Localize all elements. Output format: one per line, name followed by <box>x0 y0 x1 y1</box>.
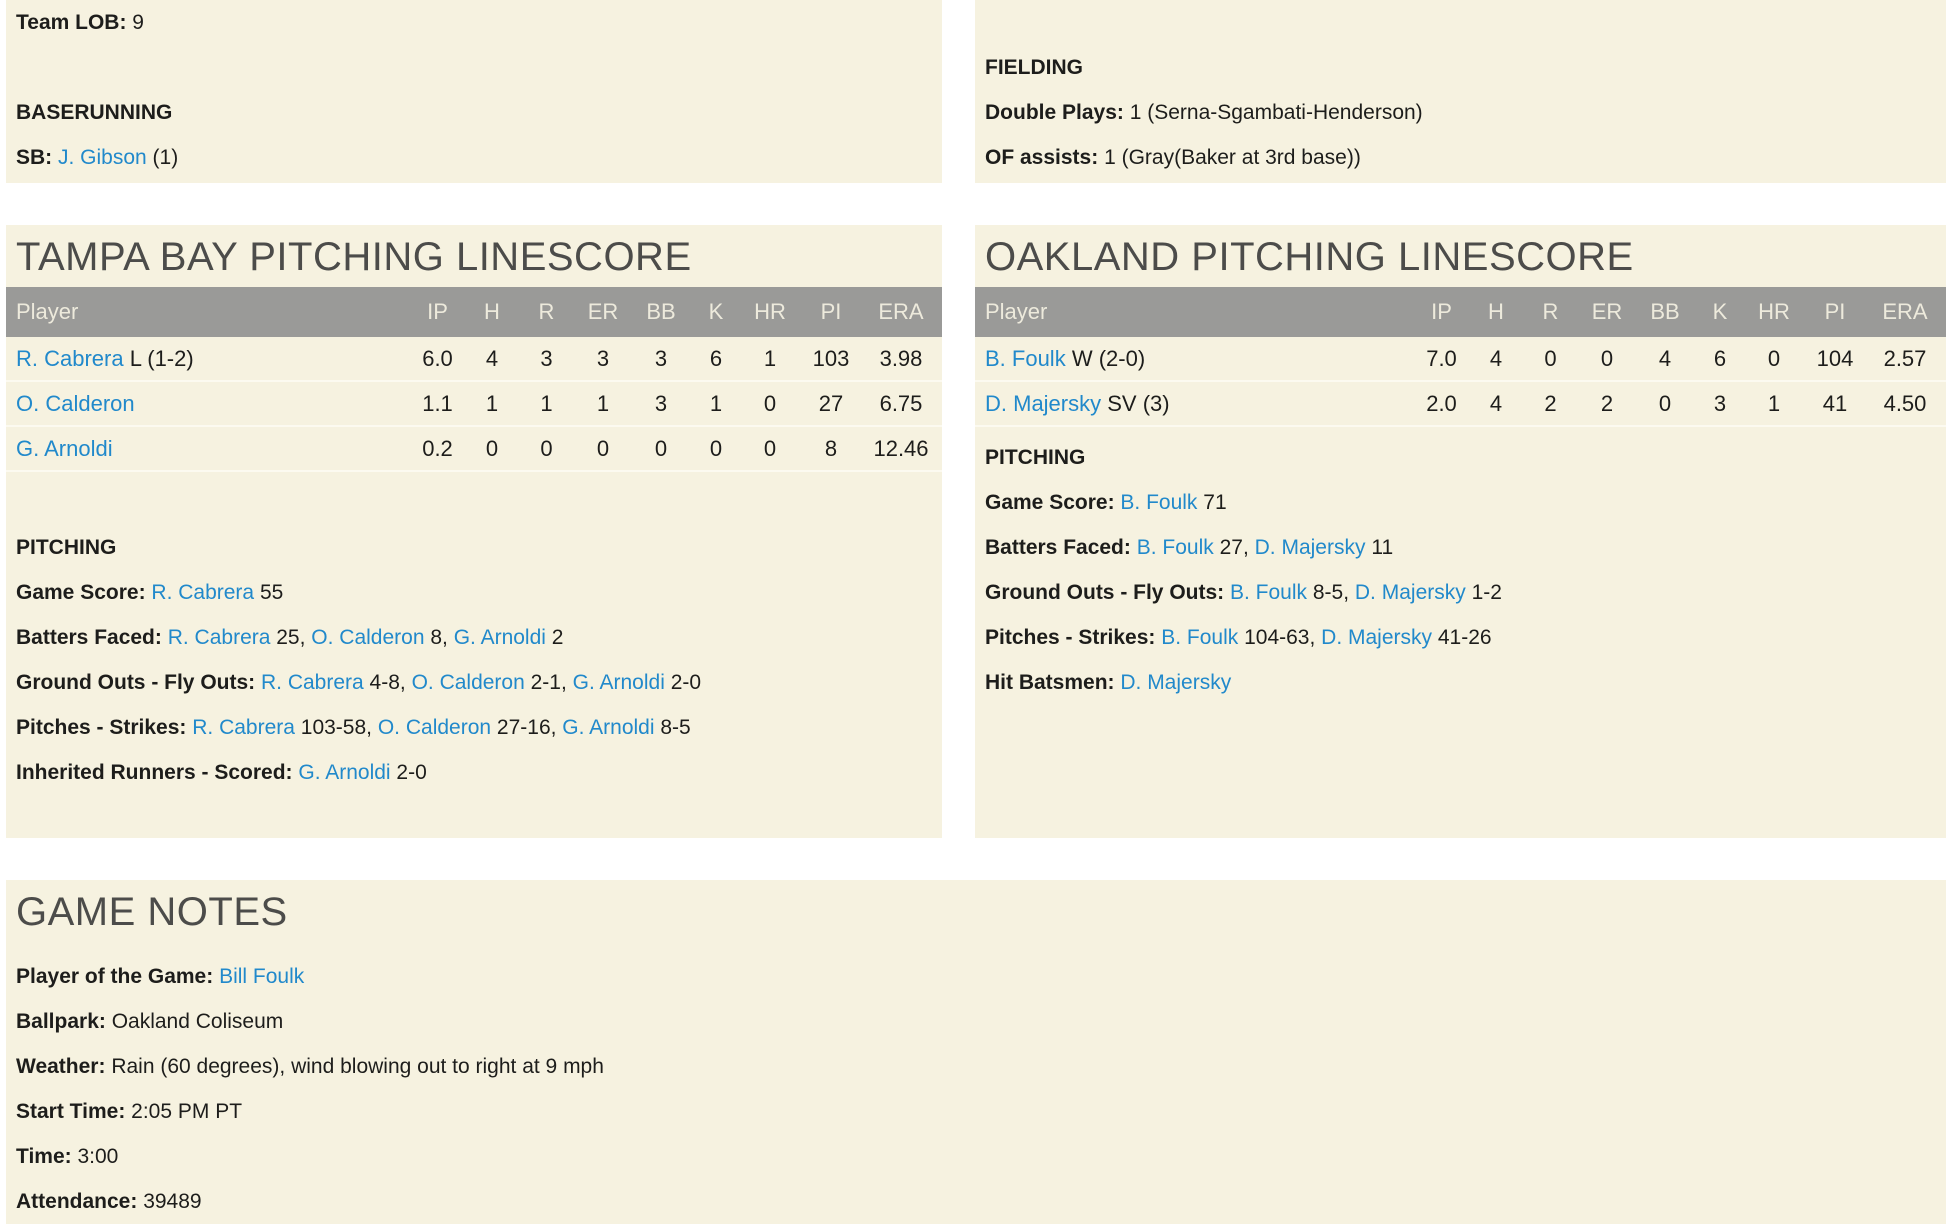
column-header-player: Player <box>985 299 1048 324</box>
player-link[interactable]: O. Calderon <box>377 716 492 739</box>
player-link[interactable]: Bill Foulk <box>219 965 305 988</box>
player-link[interactable]: B. Foulk <box>1120 491 1198 514</box>
player-of-the-game-line <box>6 954 1946 999</box>
stat-value: 9 <box>132 11 144 34</box>
stat-value: 71 <box>1197 491 1227 514</box>
stat-cell-er: 0 <box>1600 345 1614 371</box>
stat-cell-h: 1 <box>485 390 499 416</box>
player-link[interactable]: B. Foulk <box>1230 581 1308 604</box>
stat-label: BASERUNNING <box>16 101 173 124</box>
stat-cell-hr: 1 <box>763 345 777 371</box>
tampa-bay-pitching-panel <box>6 225 942 838</box>
fielding-header <box>975 45 1946 90</box>
stat-value: 2-1, <box>524 671 573 694</box>
stat-cell-h: 4 <box>485 345 499 371</box>
stat-cell-hr: 0 <box>763 435 777 461</box>
player-link[interactable]: G. Arnoldi <box>298 761 391 784</box>
stat-value: 2 <box>545 626 564 649</box>
player-link[interactable]: R. Cabrera <box>151 581 255 604</box>
table-row <box>975 337 1946 382</box>
stat-cell-h: 4 <box>1489 390 1503 416</box>
table-row <box>975 382 1946 427</box>
stat-value: 3:00 <box>77 1145 119 1168</box>
player-decoration: L (1-2) <box>123 345 194 371</box>
stat-cell-r: 1 <box>540 390 553 416</box>
player-cell <box>6 436 410 462</box>
stat-value: 8, <box>424 626 454 649</box>
tampa-bay-pitching-linescore-table <box>6 287 942 472</box>
stat-label: Game Score: <box>985 491 1121 514</box>
stat-label: Ground Outs - Fly Outs: <box>16 671 261 694</box>
stat-cell-k: 6 <box>1713 345 1727 371</box>
stat-value: 1 (Gray(Baker at 3rd base)) <box>1104 146 1361 169</box>
player-link[interactable]: O. Calderon <box>311 626 425 649</box>
stat-cell-pi: 8 <box>824 435 838 461</box>
player-link[interactable]: G. Arnoldi <box>562 716 655 739</box>
stat-value: 27, <box>1213 536 1255 559</box>
stat-value: 1-2 <box>1465 581 1502 604</box>
stat-cell-ip: 2.0 <box>1426 390 1457 416</box>
player-link[interactable]: B. Foulk <box>1136 536 1214 559</box>
player-decoration: W (2-0) <box>1065 345 1146 371</box>
stat-cell-era: 6.75 <box>879 390 923 416</box>
game-score-line <box>6 570 942 615</box>
column-header-ip: IP <box>1431 299 1452 324</box>
stat-value: 2:05 PM PT <box>131 1100 243 1123</box>
stat-label: Team LOB: <box>16 11 133 34</box>
stat-cell-er: 3 <box>596 345 610 371</box>
ballpark-line <box>6 999 1946 1044</box>
stat-cell-era: 3.98 <box>879 345 923 371</box>
table-header-row <box>975 287 1946 337</box>
table-header-row <box>6 287 942 337</box>
stat-label: Time: <box>16 1145 78 1168</box>
weather-line <box>6 1044 1946 1089</box>
stat-value: 39489 <box>143 1190 202 1213</box>
pitches-strikes-line <box>975 615 1946 660</box>
stat-label: Ground Outs - Fly Outs: <box>985 581 1230 604</box>
stat-label: Start Time: <box>16 1100 132 1123</box>
stat-value: 8-5, <box>1307 581 1355 604</box>
column-header-er: ER <box>1591 299 1623 324</box>
stat-label: Pitches - Strikes: <box>16 716 193 739</box>
player-link[interactable]: O. Calderon <box>411 671 525 694</box>
player-link[interactable]: G. Arnoldi <box>16 435 113 461</box>
stat-cell-pi: 103 <box>812 345 850 371</box>
stat-cell-era: 4.50 <box>1883 390 1927 416</box>
team-lob-line <box>6 0 942 45</box>
stat-value: 55 <box>254 581 284 604</box>
column-header-hr: HR <box>1758 299 1790 324</box>
stat-cell-hr: 1 <box>1767 390 1781 416</box>
stat-label: Pitches - Strikes: <box>985 626 1162 649</box>
column-header-bb: BB <box>1650 299 1680 324</box>
stat-cell-k: 3 <box>1713 390 1727 416</box>
stat-label: Weather: <box>16 1055 112 1078</box>
stat-cell-k: 1 <box>709 390 723 416</box>
player-link[interactable]: B. Foulk <box>985 345 1066 371</box>
stat-cell-er: 1 <box>596 390 610 416</box>
stat-cell-r: 0 <box>1544 345 1557 371</box>
stat-cell-ip: 6.0 <box>422 345 453 371</box>
batters-faced-line <box>6 615 942 660</box>
player-cell <box>975 346 1414 372</box>
player-link[interactable]: D. Majersky <box>985 390 1102 416</box>
stat-cell-hr: 0 <box>763 390 777 416</box>
stat-cell-h: 0 <box>485 435 499 461</box>
stat-value: (1) <box>146 146 179 169</box>
player-link[interactable]: J. Gibson <box>58 146 147 169</box>
stat-cell-pi: 41 <box>1822 390 1848 416</box>
pitches-strikes-line <box>6 705 942 750</box>
stat-label: Hit Batsmen: <box>985 671 1121 694</box>
table-row <box>6 382 942 427</box>
stat-cell-pi: 104 <box>1816 345 1854 371</box>
stat-value: 2-0 <box>390 761 427 784</box>
player-link[interactable]: B. Foulk <box>1161 626 1239 649</box>
column-header-hr: HR <box>754 299 786 324</box>
stat-value: 1 (Serna-Sgambati-Henderson) <box>1129 101 1423 124</box>
pitching-header-label: PITCHING <box>985 446 1086 469</box>
stat-value: 4-8, <box>363 671 412 694</box>
stat-cell-ip: 7.0 <box>1426 345 1457 371</box>
oakland-linescore-title: OAKLAND PITCHING LINESCORE <box>985 235 1634 279</box>
stat-label: Inherited Runners - Scored: <box>16 761 299 784</box>
stat-label: Double Plays: <box>985 101 1130 124</box>
column-header-h: H <box>484 299 500 324</box>
oakland-pitching-panel <box>975 225 1946 838</box>
column-header-player: Player <box>16 299 79 324</box>
stat-cell-era: 2.57 <box>1883 345 1927 371</box>
column-header-ip: IP <box>427 299 448 324</box>
ground-fly-outs-line <box>975 570 1946 615</box>
player-link[interactable]: R. Cabrera <box>261 671 364 694</box>
player-link[interactable]: O. Calderon <box>16 390 135 416</box>
stat-cell-pi: 27 <box>818 390 844 416</box>
stat-cell-k: 0 <box>709 435 723 461</box>
stat-label: Player of the Game: <box>16 965 220 988</box>
fielding-panel <box>975 0 1946 183</box>
ground-fly-outs-line <box>6 660 942 705</box>
game-time-line <box>6 1134 1946 1179</box>
stat-cell-r: 3 <box>540 345 553 371</box>
spacer-line <box>975 0 1946 45</box>
player-link[interactable]: G. Arnoldi <box>453 626 546 649</box>
player-link[interactable]: R. Cabrera <box>192 716 295 739</box>
double-plays-line <box>975 90 1946 135</box>
stat-cell-k: 6 <box>709 345 723 371</box>
pitching-stats-header <box>6 525 942 570</box>
stat-cell-bb: 0 <box>1658 390 1672 416</box>
stat-value: 8-5 <box>654 716 691 739</box>
stolen-bases-line <box>6 135 942 180</box>
batters-faced-line <box>975 525 1946 570</box>
of-assists-line <box>975 135 1946 180</box>
stat-value: 2-0 <box>664 671 702 694</box>
stat-cell-bb: 4 <box>1658 345 1672 371</box>
column-header-r: R <box>538 299 555 324</box>
player-link[interactable]: R. Cabrera <box>167 626 271 649</box>
player-link[interactable]: D. Majersky <box>1321 626 1433 649</box>
column-header-k: K <box>1712 299 1728 324</box>
stat-value: Rain (60 degrees), wind blowing out to right at 9 mph <box>111 1055 604 1078</box>
stat-cell-ip: 0.2 <box>422 435 453 461</box>
player-cell <box>6 391 410 417</box>
baserunning-panel <box>6 0 942 183</box>
player-link[interactable]: G. Arnoldi <box>572 671 665 694</box>
stat-cell-bb: 3 <box>654 345 668 371</box>
player-cell <box>975 391 1414 417</box>
table-row <box>6 427 942 472</box>
oakland-pitching-linescore-table <box>975 287 1946 427</box>
stat-label: OF assists: <box>985 146 1105 169</box>
stat-value: 41-26 <box>1432 626 1492 649</box>
column-header-h: H <box>1488 299 1504 324</box>
stat-cell-ip: 1.1 <box>422 390 453 416</box>
stat-label: SB: <box>16 146 58 169</box>
stat-cell-r: 2 <box>1544 390 1557 416</box>
column-header-pi: PI <box>1824 299 1846 324</box>
start-time-line <box>6 1089 1946 1134</box>
stat-value: 27-16, <box>491 716 563 739</box>
column-header-pi: PI <box>820 299 842 324</box>
stat-cell-r: 0 <box>540 435 553 461</box>
stat-cell-er: 2 <box>1600 390 1614 416</box>
player-link[interactable]: D. Majersky <box>1120 671 1232 694</box>
stat-label: FIELDING <box>985 56 1083 79</box>
stat-cell-h: 4 <box>1489 345 1503 371</box>
stat-value: Oakland Coliseum <box>111 1010 284 1033</box>
stat-label: Attendance: <box>16 1190 144 1213</box>
stat-cell-er: 0 <box>596 435 610 461</box>
pitching-header-label: PITCHING <box>16 536 117 559</box>
game-score-line <box>975 480 1946 525</box>
hit-batsmen-line <box>975 660 1946 705</box>
stat-label: Ballpark: <box>16 1010 112 1033</box>
stat-cell-bb: 0 <box>654 435 668 461</box>
player-link[interactable]: D. Majersky <box>1354 581 1466 604</box>
stat-value: 104-63, <box>1238 626 1322 649</box>
stat-label: Batters Faced: <box>985 536 1137 559</box>
spacer-line <box>6 45 942 90</box>
game-notes-panel <box>6 880 1946 1224</box>
inherited-runners-line <box>6 750 942 795</box>
stat-value: 25, <box>270 626 312 649</box>
baserunning-header <box>6 90 942 135</box>
pitching-stats-header <box>975 435 1946 480</box>
stat-label: Batters Faced: <box>16 626 168 649</box>
column-header-era: ERA <box>878 299 924 324</box>
stat-cell-bb: 3 <box>654 390 668 416</box>
column-header-bb: BB <box>646 299 676 324</box>
stat-value: 11 <box>1365 536 1394 559</box>
game-notes-title: GAME NOTES <box>16 890 288 934</box>
stat-cell-hr: 0 <box>1767 345 1781 371</box>
player-link[interactable]: D. Majersky <box>1254 536 1366 559</box>
tampa-bay-linescore-title: TAMPA BAY PITCHING LINESCORE <box>16 235 692 279</box>
column-header-er: ER <box>587 299 619 324</box>
attendance-line <box>6 1179 1946 1224</box>
column-header-k: K <box>708 299 724 324</box>
table-row <box>6 337 942 382</box>
player-decoration: SV (3) <box>1101 390 1170 416</box>
column-header-era: ERA <box>1882 299 1928 324</box>
stat-cell-era: 12.46 <box>873 435 929 461</box>
stat-value: 103-58, <box>294 716 378 739</box>
player-cell <box>6 346 410 372</box>
player-link[interactable]: R. Cabrera <box>16 345 124 371</box>
stat-label: Game Score: <box>16 581 152 604</box>
column-header-r: R <box>1542 299 1559 324</box>
